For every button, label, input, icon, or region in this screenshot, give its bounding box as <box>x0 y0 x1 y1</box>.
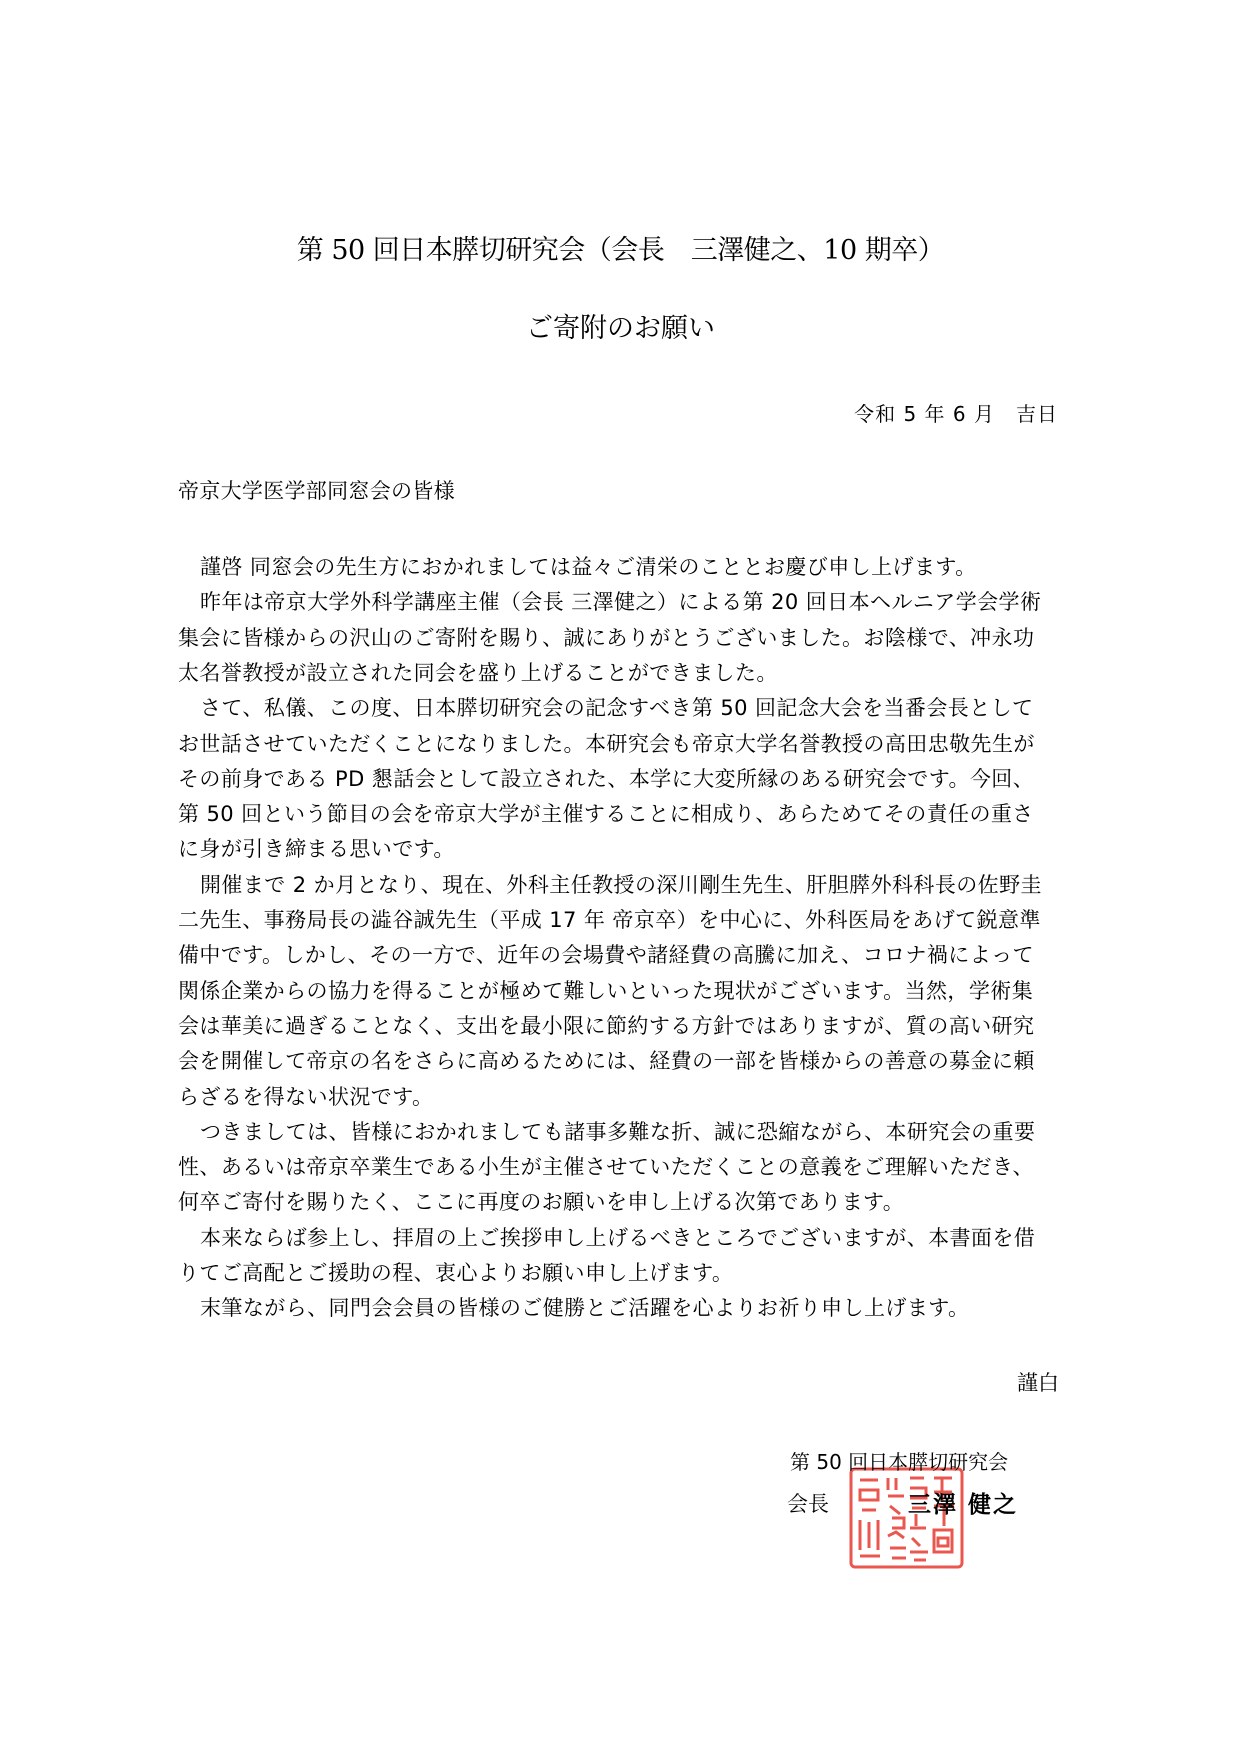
seal-glyph <box>860 1480 880 1556</box>
body-line: その前身である PD 懇話会として設立された、本学に大変所縁のある研究会です。今回、 <box>178 766 1035 791</box>
body-line: 昨年は帝京大学外科学講座主催（会長 三澤健之）による第 20 回日本ヘルニア学会学術 <box>200 590 1042 615</box>
document-subtitle: ご寄附のお願い <box>526 313 715 344</box>
body-line: 会は華美に過ぎることなく、支出を最小限に節約する方針ではありますが、質の高い研究 <box>178 1013 1035 1038</box>
document-title: 第 50 回日本膵切研究会（会長 三澤健之、10 期卒） <box>296 235 945 266</box>
signature-role: 会長 <box>787 1492 829 1516</box>
body-line: 開催まで 2 か月となり、現在、外科主任教授の深川剛生先生、肝胆膵外科科長の佐野圭 <box>200 872 1042 897</box>
document-date: 令和 5 年 6 月 吉日 <box>854 402 1058 426</box>
body-line: 性、あるいは帝京卒業生である小生が主催させていただくことの意義をご理解いただき、 <box>178 1155 1034 1180</box>
body-line: りてご高配とご援助の程、衷心よりお願い申し上げます。 <box>178 1261 734 1285</box>
body-line: 謹啓 同窓会の先生方におかれましては益々ご清栄のこととお慶び申し上げます。 <box>200 555 977 579</box>
body-line: 関係企業からの協力を得ることが極めて難しいといった現状がございます。当然，学術集 <box>178 978 1034 1003</box>
salutation: 帝京大学医学部同窓会の皆様 <box>178 479 455 503</box>
body-line: つきましては、皆様におかれましても諸事多難な折、誠に恐縮ながら、本研究会の重要 <box>200 1119 1036 1144</box>
signature-organization: 第 50 回日本膵切研究会 <box>790 1450 1009 1474</box>
body-line: 二先生、事務局長の澁谷誠先生（平成 17 年 帝京卒）を中心に、外科医局をあげて鋭意準 <box>178 908 1041 932</box>
body-line: 第 50 回という節目の会を帝京大学が主催することに相成り、あらためてその責任の重さ <box>178 802 1034 827</box>
body-line: 何卒ご寄付を賜りたく、ここに再度のお願いを申し上げる次第であります。 <box>178 1190 905 1215</box>
body-line: 末筆ながら、同門会会員の皆様のご健勝とご活躍を心よりお祈り申し上げます。 <box>200 1296 970 1321</box>
body-line: 集会に皆様からの沢山のご寄附を賜り、誠にありがとうございました。お陰様で、冲永功 <box>178 625 1035 650</box>
body-line: 備中です。しかし、その一方で、近年の会場費や諸経費の高騰に加え、コロナ禍によって <box>178 943 1034 968</box>
body-line: 本来ならば参上し、拝眉の上ご挨拶申し上げるべきところでございますが、本書面を借 <box>200 1225 1036 1250</box>
body-line: お世話させていただくことになりました。本研究会も帝京大学名誉教授の高田忠敬先生が <box>178 731 1035 756</box>
closing-remark: 謹白 <box>1017 1371 1059 1395</box>
signature-name: 三澤 健之 <box>908 1492 1019 1518</box>
body-line: さて、私儀、この度、日本膵切研究会の記念すべき第 50 回記念大会を当番会長として <box>200 696 1034 721</box>
body-line: 会を開催して帝京の名をさらに高めるためには、経費の一部を皆様からの善意の募金に頼 <box>178 1049 1035 1074</box>
body-line: 太名誉教授が設立された同会を盛り上げることができました。 <box>178 660 778 685</box>
body-line: らざるを得ない状況です。 <box>178 1084 434 1109</box>
seal-glyph <box>888 1478 906 1558</box>
body-line: に身が引き締まる思いです。 <box>178 837 455 862</box>
